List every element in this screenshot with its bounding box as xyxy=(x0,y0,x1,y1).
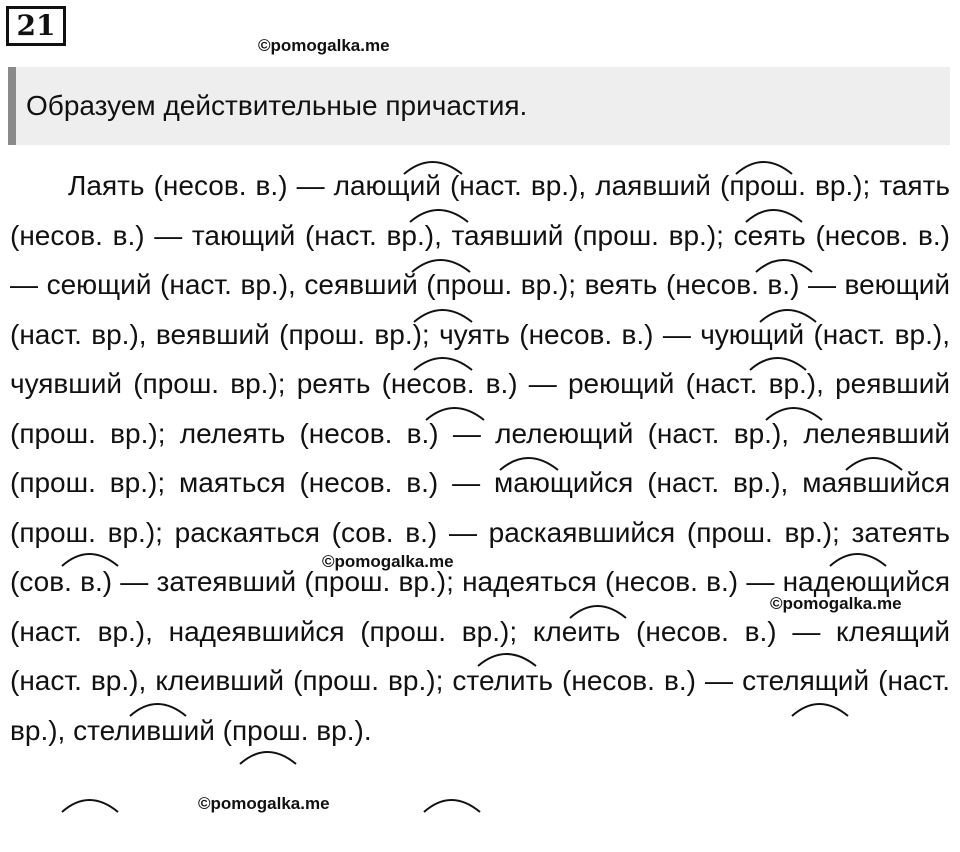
suffix-mark xyxy=(424,800,480,812)
watermark-bottom: ©pomogalka.me xyxy=(198,794,330,813)
header-accent-bar xyxy=(8,67,16,145)
answer-paragraph xyxy=(10,161,950,755)
watermark-right: ©pomogalka.me xyxy=(770,594,902,613)
watermark-top: ©pomogalka.me xyxy=(258,36,390,55)
suffix-mark xyxy=(62,800,118,812)
answer-text: Лаять (несов. в.) — лающий (наст. вр.), лаявший (прош. вр.); таять (несов. в.) — тающий (наст. вр.), таявший (прош. вр.); сеять (несов. в.) — сеющий (наст. вр.), сеявший (прош. вр.); веять (несов. в.) — веющий (наст. вр.), веявший (прош. вр.); чуять (несов. в.) — чующий (наст. вр.), чуявший (прош. вр.); реять (несов. в.) — реющий (наст. вр.), реявший (прош. вр.); лелеять (несов. в.) — лелеющий (наст. вр.), лелеявший (прош. вр.); маяться (несов. в.) — мающийся (наст. вр.), маявшийся (прош. вр.); раскаяться (сов. в.) — раскаявшийся (прош. вр.); затеять (сов. в.) — затеявший (прош. вр.); надеяться (несов. в.) — надеющийся (наст. вр.), надеявшийся (прош. вр.); клеить (несов. в.) — клеящий (наст. вр.), клеивший (прош. вр.); стелить (несов. в.) — стелящий (наст. вр.), стеливший (прош. вр.). xyxy=(10,170,950,746)
section-title: Образуем действительные причастия. xyxy=(26,90,528,121)
task-number-label: 21 xyxy=(16,9,56,42)
section-header xyxy=(8,67,950,145)
watermark-middle: ©pomogalka.me xyxy=(322,552,454,571)
task-number xyxy=(6,6,66,46)
